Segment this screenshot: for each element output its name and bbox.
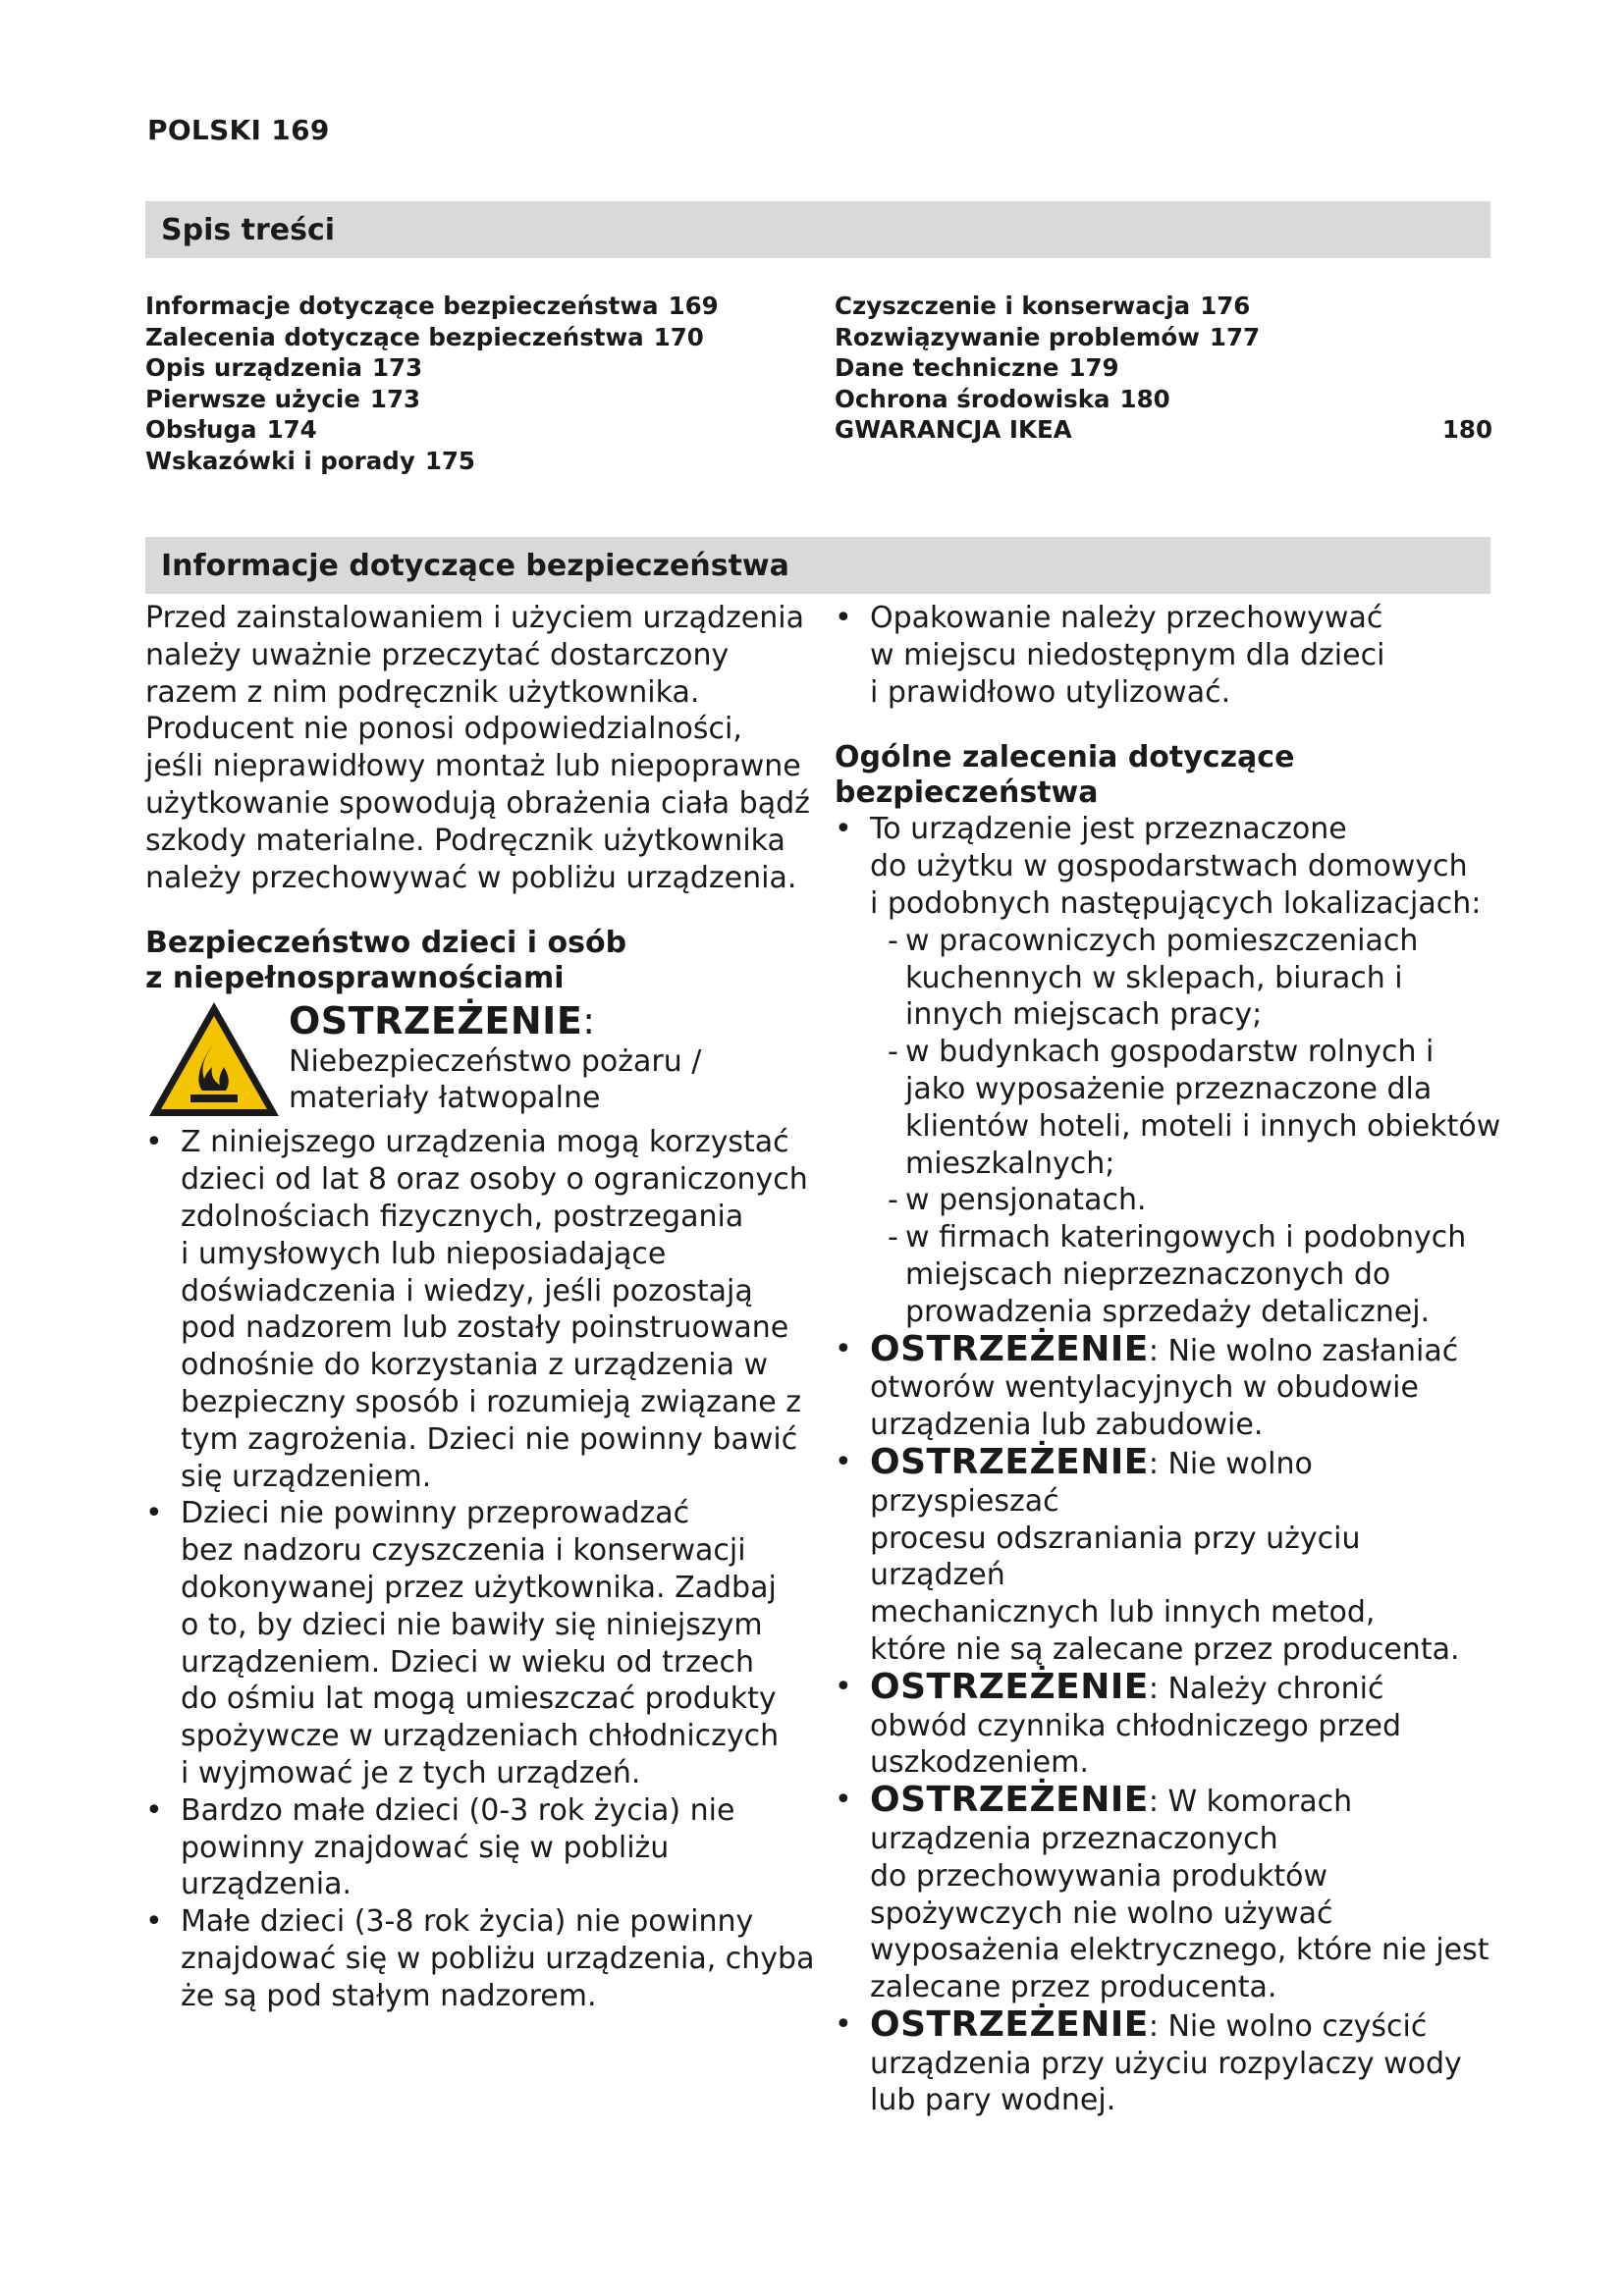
toc-entry[interactable]: Opis urządzenia 173	[145, 353, 423, 382]
safety-title-bar	[145, 537, 1490, 594]
toc-title-bar	[145, 201, 1490, 258]
page-header: POLSKI 169	[147, 114, 330, 146]
intro-paragraph: Przed zainstalowaniem i użyciem urządzenia należy uważnie przeczytać dostarczony razem z nim podręcznik użytkownika. Producent nie ponosi odpowiedzialności, jeśli nieprawidłowy montaż lub niepoprawne użytkowanie spowodują obrażenia ciała bądź szkody materialne. Podręcznik użytkownika należy przechowywać w pobliżu urządzenia.	[145, 601, 810, 895]
toc-entry[interactable]: Ochrona środowiska 180	[835, 384, 1170, 413]
list-item: - w firmach kateringowych i podobnych miejscach nieprzeznaczonych do prowadzenia sprzedaży detalicznej.	[888, 1219, 1502, 1330]
toc-title: Spis treści	[161, 212, 336, 247]
warning-item: • OSTRZEŻENIE: Nie wolno zasłaniać otworów wentylacyjnych w obudowie urządzenia lub zabudowie.	[835, 1331, 1502, 1444]
warning-item: • OSTRZEŻENIE: W komorach urządzenia przeznaczonych do przechowywania produktów spożywczych nie wolno używać wyposażenia elektrycznego, które nie jest zalecane przez producenta.	[835, 1782, 1502, 2006]
list-item: • To urządzenie jest przeznaczone do użytku w gospodarstwach domowych i podobnych następujących lokalizacjach: - w pracowniczych pomieszczeniach kuchennych w sklepach, biurach i innych miejscach pracy; - w budynkach gospodarstw rolnych i jako wyposażenie przeznaczone dla klientów hoteli, moteli i innych obiektów mieszkalnych; - w pensjonatach. - w firmach kateringowych i podobnych miejscach nieprzeznaczonych do prowadzenia sprzedaży detalicznej.	[835, 811, 1502, 1330]
warning-item: • OSTRZEŻENIE: Należy chronić obwód czynnika chłodniczego przed uszkodzeniem.	[835, 1669, 1502, 1782]
general-safety-list	[835, 811, 1502, 2119]
list-item: - w pracowniczych pomieszczeniach kuchennych w sklepach, biurach i innych miejscach pracy;	[888, 923, 1502, 1034]
warning-item: • OSTRZEŻENIE: Nie wolno przyspieszać procesu odszraniania przy użyciu urządzeń mechanicznych lub innych metod, które nie są zalecane przez producenta.	[835, 1444, 1502, 1669]
list-item: • Małe dzieci (3-8 rok życia) nie powinny znajdować się w pobliżu urządzenia, chyba że są pod stałym nadzorem.	[145, 1903, 833, 2014]
warning-item: • OSTRZEŻENIE: Nie wolno czyścić urządzenia przy użyciu rozpylaczy wody lub pary wodnej.	[835, 2006, 1502, 2119]
toc-entry[interactable]: Wskazówki i porady 175	[145, 446, 475, 475]
warning-subtitle: Niebezpieczeństwo pożaru / materiały łatwopalne	[289, 1044, 702, 1116]
list-item: - w budynkach gospodarstw rolnych i jako wyposażenie przeznaczone dla klientów hoteli, moteli i innych obiektów mieszkalnych;	[888, 1034, 1502, 1182]
list-item: • Z niniejszego urządzenia mogą korzystać dzieci od lat 8 oraz osoby o ograniczonych zdolnościach fizycznych, postrzegania i umysłowych lub nieposiadające doświadczenia i wiedzy, jeśli pozostają pod nadzorem lub zostały poinstruowane odnośnie do korzystania z urządzenia w bezpieczny sposób i rozumieją związane z tym zagrożenia. Dzieci nie powinny bawić się urządzeniem.	[145, 1124, 833, 1495]
children-safety-list	[145, 1124, 833, 2014]
toc-left-column	[145, 291, 719, 476]
safety-left-column	[145, 600, 833, 2015]
packaging-list	[835, 600, 1502, 711]
toc-entry[interactable]: Obsługa 174	[145, 415, 317, 444]
safety-right-column	[835, 600, 1502, 2119]
toc-entry[interactable]: Pierwsze użycie 173	[145, 384, 421, 413]
safety-title: Informacje dotyczące bezpieczeństwa	[161, 548, 789, 583]
toc-right-column	[835, 291, 1492, 446]
toc-entry[interactable]: GWARANCJA IKEA 180	[835, 415, 1492, 444]
toc-entry[interactable]: Zalecenia dotyczące bezpieczeństwa 170	[145, 322, 704, 351]
flammable-warning-icon	[145, 998, 283, 1120]
general-heading: Ogólne zalecenia dotyczące bezpieczeństwa	[835, 740, 1295, 811]
toc-entry[interactable]: Dane techniczne 179	[835, 353, 1119, 382]
fire-warning	[145, 998, 833, 1120]
list-item: • Bardzo małe dzieci (0-3 rok życia) nie powinny znajdować się w pobliżu urządzenia.	[145, 1792, 833, 1903]
list-item: • Opakowanie należy przechowywać w miejscu niedostępnym dla dzieci i prawidłowo utylizować.	[835, 600, 1502, 711]
toc-entry[interactable]: Czyszczenie i konserwacja 176	[835, 292, 1251, 320]
warning-title: OSTRZEŻENIE:	[289, 999, 596, 1043]
toc-entry[interactable]: Informacje dotyczące bezpieczeństwa 169	[145, 292, 719, 320]
list-item: - w pensjonatach.	[888, 1182, 1502, 1219]
location-list	[870, 923, 1502, 1331]
toc-entry[interactable]: Rozwiązywanie problemów 177	[835, 322, 1261, 351]
list-item: • Dzieci nie powinny przeprowadzać bez nadzoru czyszczenia i konserwacji dokonywanej przez użytkownika. Zadbaj o to, by dzieci nie bawiły się niniejszym urządzeniem. Dzieci w wieku od trzech do ośmiu lat mogą umieszczać produkty spożywcze w urządzeniach chłodniczych i wyjmować je z tych urządzeń.	[145, 1495, 833, 1791]
children-heading: Bezpieczeństwo dzieci i osób z niepełnosprawnościami	[145, 926, 627, 996]
